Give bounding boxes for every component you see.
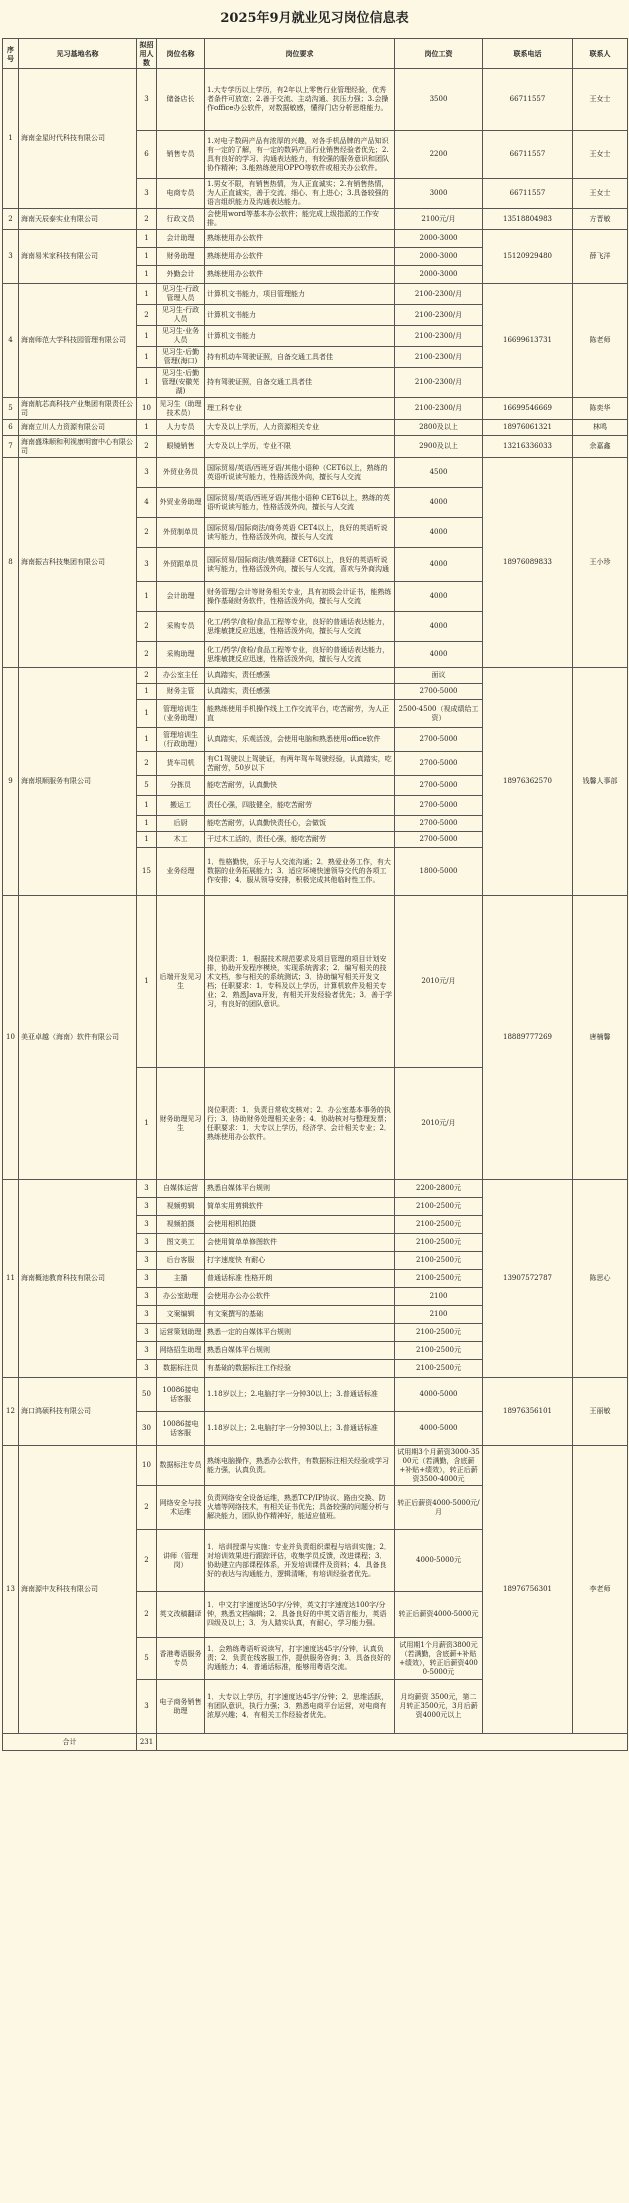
phone-cell: 16699613731 bbox=[483, 284, 573, 398]
table-row bbox=[3, 230, 628, 248]
count-cell: 2 bbox=[137, 1530, 157, 1592]
count-cell: 3 bbox=[137, 458, 157, 488]
requirements-cell: 能吃苦耐劳，认真勤快责任心，会做饭 bbox=[205, 816, 395, 832]
requirements-cell: 1．培训授课与实施：专业并负责组织课程与培训实施；2．对培训效果进行跟踪评估，收集学员反馈，改进课程；3．协助建立内部课程体系，开发培训课件及资料；4．具备良好的表达与沟通能力，逻辑清晰，有培训经验者优先。 bbox=[205, 1530, 395, 1592]
position-cell: 木工 bbox=[157, 832, 205, 848]
contact-cell: 王小珍 bbox=[573, 458, 628, 668]
count-cell: 3 bbox=[137, 179, 157, 209]
wage-cell: 2010元/月 bbox=[395, 896, 483, 1068]
phone-cell: 18976061321 bbox=[483, 420, 573, 436]
requirements-cell: 财务管理/会计等财务相关专业，具有初级会计证书，能熟练操作基础财务软件，性格活泼外向，擅长与人交流 bbox=[205, 582, 395, 612]
header-requirements: 岗位要求 bbox=[205, 39, 395, 69]
requirements-cell: 1.18岁以上；2.电脑打字一分钟30以上；3.普通话标准 bbox=[205, 1412, 395, 1446]
position-cell: 见习生-行政管理人员 bbox=[157, 284, 205, 305]
position-cell: 香港粤语服务专员 bbox=[157, 1638, 205, 1680]
table-row bbox=[3, 668, 628, 684]
company-cell: 海南天辰泰实业有限公司 bbox=[19, 209, 137, 230]
requirements-cell: 持有驾驶证照，自备交通工具者佳 bbox=[205, 368, 395, 398]
wage-cell: 2700-5000 bbox=[395, 796, 483, 816]
seq-cell: 2 bbox=[3, 209, 19, 230]
wage-cell: 3500 bbox=[395, 69, 483, 131]
page-title: 2025年9月就业见习岗位信息表 bbox=[220, 11, 409, 26]
header-wage: 岗位工资 bbox=[395, 39, 483, 69]
wage-cell: 2010元/月 bbox=[395, 1068, 483, 1180]
requirements-cell: 岗位职责：1．负责日常收支核对；2．办公室基本事务的执行；3．协助财务处理相关业务；4．协助核对与整理发票；任职要求：1．大专以上学历，经济学、会计相关专业；2．熟练使用办公软件。 bbox=[205, 1068, 395, 1180]
requirements-cell: 认真踏实，责任感强 bbox=[205, 684, 395, 700]
requirements-cell: 熟悉自媒体平台规则 bbox=[205, 1180, 395, 1198]
contact-cell: 方晋敏 bbox=[573, 209, 628, 230]
seq-cell: 6 bbox=[3, 420, 19, 436]
wage-cell: 2800及以上 bbox=[395, 420, 483, 436]
requirements-cell: 1．性格勤快，乐于与人交流沟通；2．熟爱业务工作，有大数据的业务拓展能力；3．适应环境快速领导交代的各项工作安排；4．服从领导安排，积极完成其他临时性工作。 bbox=[205, 848, 395, 896]
phone-cell: 16699546669 bbox=[483, 398, 573, 420]
company-cell: 海南振吉科技集团有限公司 bbox=[19, 458, 137, 668]
requirements-cell: 1．中文打字速度达50字/分钟，英文打字速度达100字/分钟，熟悉文档编辑；2．具备良好的中英文语言能力，英语四级及以上；3．为人踏实认真，有耐心，学习能力强。 bbox=[205, 1592, 395, 1638]
requirements-cell: 化工/药学/食检/食品工程等专业，良好的普通话表达能力，思维敏捷反应迅速，性格活泼外向，擅长与人交流 bbox=[205, 612, 395, 642]
position-cell: 数据标注专员 bbox=[157, 1446, 205, 1486]
position-cell: 办公室助理 bbox=[157, 1288, 205, 1306]
wage-cell: 2700-5000 bbox=[395, 816, 483, 832]
wage-cell: 2100-2300/月 bbox=[395, 398, 483, 420]
requirements-cell: 会使用word等基本办公软件；能完成上级指派的工作安排。 bbox=[205, 209, 395, 230]
count-cell: 1 bbox=[137, 368, 157, 398]
table-row bbox=[3, 1180, 628, 1198]
position-cell: 英文改稿翻译 bbox=[157, 1592, 205, 1638]
contact-cell: 钱馨人事部 bbox=[573, 668, 628, 896]
position-cell: 自媒体运营 bbox=[157, 1180, 205, 1198]
count-cell: 3 bbox=[137, 1180, 157, 1198]
requirements-cell: 认真踏实，乐观活泼，会使用电脑和熟悉使用office软件 bbox=[205, 728, 395, 752]
position-cell: 见习生-行政人员 bbox=[157, 305, 205, 326]
requirements-cell: 负责网络安全设备运维，熟悉TCP/IP协议、路由交换、防火墙等网络技术，有相关证书优先；具备较强的问题分析与解决能力，团队协作精神好，能适应值班。 bbox=[205, 1486, 395, 1530]
position-cell: 财务主管 bbox=[157, 684, 205, 700]
count-cell: 1 bbox=[137, 230, 157, 248]
count-cell: 10 bbox=[137, 398, 157, 420]
count-cell: 1 bbox=[137, 248, 157, 266]
total-row bbox=[3, 1734, 628, 1751]
count-cell: 3 bbox=[137, 1216, 157, 1234]
company-cell: 海南金星时代科技有限公司 bbox=[19, 69, 137, 209]
header-seq: 序号 bbox=[3, 39, 19, 69]
contact-cell: 陈思心 bbox=[573, 1180, 628, 1378]
header-contact: 联系人 bbox=[573, 39, 628, 69]
requirements-cell: 1.对电子数码产品有浓厚的兴趣，对各手机品牌的产品知识有一定的了解，有一定的数码产品行业销售经验者优先；2.具有良好的学习、沟通表达能力，有较强的服务意识和团队协作精神；3.能熟练使用OPPO等软件或相关办公软件。 bbox=[205, 131, 395, 179]
table-row bbox=[3, 420, 628, 436]
contact-cell: 唐楠馨 bbox=[573, 896, 628, 1180]
wage-cell: 2100元/月 bbox=[395, 209, 483, 230]
wage-cell: 转正后薪资4000-5000元 bbox=[395, 1592, 483, 1638]
table-row bbox=[3, 436, 628, 458]
wage-cell: 2900及以上 bbox=[395, 436, 483, 458]
count-cell: 3 bbox=[137, 1252, 157, 1270]
count-cell: 2 bbox=[137, 518, 157, 548]
requirements-cell: 熟练使用办公软件 bbox=[205, 230, 395, 248]
wage-cell: 2100-2300/月 bbox=[395, 368, 483, 398]
count-cell: 3 bbox=[137, 1680, 157, 1734]
wage-cell: 2100-2500元 bbox=[395, 1360, 483, 1378]
count-cell: 1 bbox=[137, 347, 157, 368]
wage-cell: 2100-2500元 bbox=[395, 1252, 483, 1270]
seq-cell: 10 bbox=[3, 896, 19, 1180]
company-cell: 海南源中友科技有限公司 bbox=[19, 1446, 137, 1734]
position-cell: 数据标注员 bbox=[157, 1360, 205, 1378]
position-cell: 财务助理 bbox=[157, 248, 205, 266]
table-row bbox=[3, 458, 628, 488]
requirements-cell: 理工科专业 bbox=[205, 398, 395, 420]
requirements-cell: 能熟练使用手机操作线上工作交流平台，吃苦耐劳，为人正直 bbox=[205, 700, 395, 728]
requirements-cell: 1．大专以上学历，打字速度达45字/分钟；2．思维活跃，有团队意识，执行力强；3．熟悉电商平台运营，对电商有浓厚兴趣；4．有相关工作经验者优先。 bbox=[205, 1680, 395, 1734]
wage-cell: 2100-2300/月 bbox=[395, 305, 483, 326]
position-cell: 业务经理 bbox=[157, 848, 205, 896]
requirements-cell: 1.男女不限，有销售热情，为人正直诚实；2.有销售热情，为人正直诚实，善于交流、细心、有上进心；3.具备较强的语言组织能力及沟通表达能力。 bbox=[205, 179, 395, 209]
count-cell: 2 bbox=[137, 1486, 157, 1530]
position-cell: 行政文员 bbox=[157, 209, 205, 230]
position-cell: 见习生-后勤管理(海口) bbox=[157, 347, 205, 368]
wage-cell: 2100-2300/月 bbox=[395, 284, 483, 305]
requirements-cell: 会使用办公办公软件 bbox=[205, 1288, 395, 1306]
position-cell: 管理培训生（行政助理） bbox=[157, 728, 205, 752]
requirements-cell: 1.18岁以上；2.电脑打字一分钟30以上；3.普通话标准 bbox=[205, 1378, 395, 1412]
position-cell: 会计助理 bbox=[157, 230, 205, 248]
total-spacer bbox=[157, 1734, 628, 1751]
position-cell: 文案编辑 bbox=[157, 1306, 205, 1324]
wage-cell: 3000 bbox=[395, 179, 483, 209]
phone-cell: 13518804983 bbox=[483, 209, 573, 230]
phone-cell: 18976089833 bbox=[483, 458, 573, 668]
count-cell: 3 bbox=[137, 1306, 157, 1324]
count-cell: 2 bbox=[137, 1592, 157, 1638]
company-cell: 美亚卓越（海南）软件有限公司 bbox=[19, 896, 137, 1180]
wage-cell: 2000-3000 bbox=[395, 230, 483, 248]
position-cell: 储备店长 bbox=[157, 69, 205, 131]
company-cell: 海南易米家科技有限公司 bbox=[19, 230, 137, 284]
internship-table bbox=[2, 38, 628, 1751]
phone-cell: 18976362570 bbox=[483, 668, 573, 896]
wage-cell: 2100-2300/月 bbox=[395, 326, 483, 347]
seq-cell: 9 bbox=[3, 668, 19, 896]
header-row bbox=[3, 39, 628, 69]
count-cell: 3 bbox=[137, 1270, 157, 1288]
seq-cell: 5 bbox=[3, 398, 19, 420]
wage-cell: 试用期3个月薪资3000-3500元（若满勤，含底薪+补贴+绩效），转正后薪资3500-4000元 bbox=[395, 1446, 483, 1486]
position-cell: 视频拍摄 bbox=[157, 1216, 205, 1234]
contact-cell: 李老师 bbox=[573, 1446, 628, 1734]
requirements-cell: 国际贸易/国际商法/俄英翻译 CET6以上，良好的英语听说读写能力，性格活泼外向，擅长与人交流，喜欢与外商沟通 bbox=[205, 548, 395, 582]
position-cell: 后端开发见习生 bbox=[157, 896, 205, 1068]
position-cell: 财务助理见习生 bbox=[157, 1068, 205, 1180]
wage-cell: 2100 bbox=[395, 1288, 483, 1306]
seq-cell: 7 bbox=[3, 436, 19, 458]
header-position: 岗位名称 bbox=[157, 39, 205, 69]
count-cell: 3 bbox=[137, 548, 157, 582]
position-cell: 讲师（管理岗） bbox=[157, 1530, 205, 1592]
count-cell: 2 bbox=[137, 752, 157, 776]
phone-cell: 15120929480 bbox=[483, 230, 573, 284]
requirements-cell: 国际贸易/英语/西班牙语/其他小语种（CET6以上，熟练的英语听说读写能力，性格活泼外向，擅长与人交流 bbox=[205, 458, 395, 488]
count-cell: 6 bbox=[137, 131, 157, 179]
wage-cell: 转正后薪资4000-5000元/月 bbox=[395, 1486, 483, 1530]
position-cell: 10086接电话客服 bbox=[157, 1412, 205, 1446]
phone-cell: 13216336033 bbox=[483, 436, 573, 458]
position-cell: 外贸跟单员 bbox=[157, 548, 205, 582]
position-cell: 视频剪辑 bbox=[157, 1198, 205, 1216]
seq-cell: 13 bbox=[3, 1446, 19, 1734]
count-cell: 2 bbox=[137, 305, 157, 326]
requirements-cell: 化工/药学/食检/食品工程等专业，良好的普通话表达能力，思维敏捷反应迅速，性格活泼外向，擅长与人交流 bbox=[205, 642, 395, 668]
count-cell: 30 bbox=[137, 1412, 157, 1446]
requirements-cell: 有文案撰写的基础 bbox=[205, 1306, 395, 1324]
table-row bbox=[3, 209, 628, 230]
count-cell: 1 bbox=[137, 1068, 157, 1180]
requirements-cell: 1.大专学历以上学历，有2年以上零售行业管理经验，优秀者条件可放宽；2.善于交流、主动沟通、抗压力强；3.会操作office办公软件，对数据敏感，懂得门店分析思维能力。 bbox=[205, 69, 395, 131]
count-cell: 1 bbox=[137, 896, 157, 1068]
header-company: 见习基地名称 bbox=[19, 39, 137, 69]
wage-cell: 2000-3000 bbox=[395, 266, 483, 284]
position-cell: 搬运工 bbox=[157, 796, 205, 816]
total-count: 231 bbox=[137, 1734, 157, 1751]
wage-cell: 4500 bbox=[395, 458, 483, 488]
phone-cell: 66711557 bbox=[483, 69, 573, 131]
position-cell: 外贸业务助理 bbox=[157, 488, 205, 518]
contact-cell: 王丽敏 bbox=[573, 1378, 628, 1446]
count-cell: 4 bbox=[137, 488, 157, 518]
position-cell: 网络招生助理 bbox=[157, 1342, 205, 1360]
count-cell: 5 bbox=[137, 776, 157, 796]
position-cell: 销售专员 bbox=[157, 131, 205, 179]
requirements-cell: 会使用简单单修图软件 bbox=[205, 1234, 395, 1252]
wage-cell: 2700-5000 bbox=[395, 728, 483, 752]
requirements-cell: 普通话标准 性格开朗 bbox=[205, 1270, 395, 1288]
count-cell: 2 bbox=[137, 436, 157, 458]
wage-cell: 4000 bbox=[395, 612, 483, 642]
requirements-cell: 能吃苦耐劳，认真勤快 bbox=[205, 776, 395, 796]
requirements-cell: 大专及以上学历，人力资源相关专业 bbox=[205, 420, 395, 436]
count-cell: 1 bbox=[137, 266, 157, 284]
contact-cell: 余嘉鑫 bbox=[573, 436, 628, 458]
phone-cell: 13907572787 bbox=[483, 1180, 573, 1378]
requirements-cell: 大专及以上学历，专业不限 bbox=[205, 436, 395, 458]
count-cell: 15 bbox=[137, 848, 157, 896]
requirements-cell: 会使用相机拍摄 bbox=[205, 1216, 395, 1234]
count-cell: 1 bbox=[137, 832, 157, 848]
count-cell: 2 bbox=[137, 642, 157, 668]
wage-cell: 4000 bbox=[395, 642, 483, 668]
position-cell: 运营策划助理 bbox=[157, 1324, 205, 1342]
requirements-cell: 熟悉一定的自媒体平台规则 bbox=[205, 1324, 395, 1342]
count-cell: 1 bbox=[137, 420, 157, 436]
requirements-cell: 有基础的数据标注工作经验 bbox=[205, 1360, 395, 1378]
wage-cell: 2700-5000 bbox=[395, 832, 483, 848]
seq-cell: 11 bbox=[3, 1180, 19, 1378]
requirements-cell: 持有机动车驾驶证照，自备交通工具者佳 bbox=[205, 347, 395, 368]
contact-cell: 林鸣 bbox=[573, 420, 628, 436]
count-cell: 1 bbox=[137, 816, 157, 832]
requirements-cell: 计算机文书能力 bbox=[205, 305, 395, 326]
wage-cell: 2100-2500元 bbox=[395, 1234, 483, 1252]
requirements-cell: 国际贸易/国际商法/商务英语 CET4以上，良好的英语听说读写能力，性格活泼外向，擅长与人交流 bbox=[205, 518, 395, 548]
position-cell: 货车司机 bbox=[157, 752, 205, 776]
position-cell: 见习生（助理技术员） bbox=[157, 398, 205, 420]
company-cell: 海南航芯高科技产业集团有限责任公司 bbox=[19, 398, 137, 420]
position-cell: 分拣员 bbox=[157, 776, 205, 796]
requirements-cell: 简单实用剪辑软件 bbox=[205, 1198, 395, 1216]
position-cell: 眼镜销售 bbox=[157, 436, 205, 458]
company-cell: 海南师范大学科技园管理有限公司 bbox=[19, 284, 137, 398]
wage-cell: 2700-5000 bbox=[395, 776, 483, 796]
contact-cell: 王女士 bbox=[573, 131, 628, 179]
requirements-cell: 1．会熟练粤语听说读写，打字速度达45字/分钟，认真负责；2．负责在线客服工作，提供服务咨询；3．具备良好的沟通能力；4．普通话标准，能够用粤语交流。 bbox=[205, 1638, 395, 1680]
wage-cell: 2100-2500元 bbox=[395, 1198, 483, 1216]
wage-cell: 2000-3000 bbox=[395, 248, 483, 266]
count-cell: 3 bbox=[137, 1288, 157, 1306]
table-row bbox=[3, 69, 628, 131]
table-row bbox=[3, 398, 628, 420]
position-cell: 外勤会计 bbox=[157, 266, 205, 284]
count-cell: 2 bbox=[137, 668, 157, 684]
count-cell: 5 bbox=[137, 1638, 157, 1680]
wage-cell: 1800-5000 bbox=[395, 848, 483, 896]
company-cell: 海南立川人力资源有限公司 bbox=[19, 420, 137, 436]
count-cell: 1 bbox=[137, 684, 157, 700]
requirements-cell: 计算机文书能力，项目管理能力 bbox=[205, 284, 395, 305]
position-cell: 主播 bbox=[157, 1270, 205, 1288]
wage-cell: 2100-2500元 bbox=[395, 1324, 483, 1342]
requirements-cell: 熟练电脑操作，熟悉办公软件，有数据标注相关经验或学习能力强，认真负责。 bbox=[205, 1446, 395, 1486]
position-cell: 见习生-后勤管理(安徽芜湖) bbox=[157, 368, 205, 398]
table-row bbox=[3, 896, 628, 1068]
wage-cell: 2200-2800元 bbox=[395, 1180, 483, 1198]
phone-cell: 18976756301 bbox=[483, 1446, 573, 1734]
count-cell: 3 bbox=[137, 1360, 157, 1378]
header-count: 拟招用人数 bbox=[137, 39, 157, 69]
count-cell: 2 bbox=[137, 612, 157, 642]
count-cell: 1 bbox=[137, 700, 157, 728]
contact-cell: 陈奕华 bbox=[573, 398, 628, 420]
phone-cell: 66711557 bbox=[483, 131, 573, 179]
contact-cell: 王女士 bbox=[573, 69, 628, 131]
position-cell: 网络安全与技术运维 bbox=[157, 1486, 205, 1530]
company-cell: 海口鸿硕科技有限公司 bbox=[19, 1378, 137, 1446]
count-cell: 1 bbox=[137, 326, 157, 347]
count-cell: 3 bbox=[137, 1342, 157, 1360]
requirements-cell: 干过木工活的，责任心强，能吃苦耐劳 bbox=[205, 832, 395, 848]
header-phone: 联系电话 bbox=[483, 39, 573, 69]
requirements-cell: 打字速度快 有耐心 bbox=[205, 1252, 395, 1270]
wage-cell: 2100 bbox=[395, 1306, 483, 1324]
wage-cell: 4000 bbox=[395, 548, 483, 582]
table-body bbox=[3, 69, 628, 1734]
phone-cell: 18976356101 bbox=[483, 1378, 573, 1446]
requirements-cell: 岗位职责：1．根据技术规范要求及项目管理的项目计划安排，协助开发程序模块，实现系统需求；2．编写相关的技术文档，参与相关的系统测试；3．协助编写相关开发文档；任职要求：1．专科及以上学历，计算机软件及相关专业；2．熟悉Java开发，有相关开发经验者优先；3．善于学习，有良好的团队意识。 bbox=[205, 896, 395, 1068]
position-cell: 管理培训生（业务助理） bbox=[157, 700, 205, 728]
count-cell: 50 bbox=[137, 1378, 157, 1412]
position-cell: 采购助理 bbox=[157, 642, 205, 668]
wage-cell: 4000-5000元 bbox=[395, 1530, 483, 1592]
contact-cell: 陈老师 bbox=[573, 284, 628, 398]
company-cell: 海南盛珠顺和利视康明窗中心有限公司 bbox=[19, 436, 137, 458]
contact-cell: 王女士 bbox=[573, 179, 628, 209]
position-cell: 电子商务销售助理 bbox=[157, 1680, 205, 1734]
phone-cell: 18889777269 bbox=[483, 896, 573, 1180]
position-cell: 后台客服 bbox=[157, 1252, 205, 1270]
position-cell: 采购专员 bbox=[157, 612, 205, 642]
company-cell: 海南概池教育科技有限公司 bbox=[19, 1180, 137, 1378]
count-cell: 3 bbox=[137, 1234, 157, 1252]
position-cell: 见习生-业务人员 bbox=[157, 326, 205, 347]
count-cell: 3 bbox=[137, 69, 157, 131]
count-cell: 2 bbox=[137, 209, 157, 230]
count-cell: 3 bbox=[137, 1198, 157, 1216]
wage-cell: 面议 bbox=[395, 668, 483, 684]
contact-cell: 薛飞洋 bbox=[573, 230, 628, 284]
wage-cell: 4000 bbox=[395, 518, 483, 548]
requirements-cell: 国际贸易/英语/西班牙语/其他小语种 CET6以上，熟练的英语听说读写能力，性格活泼外向，擅长与人交流 bbox=[205, 488, 395, 518]
count-cell: 1 bbox=[137, 728, 157, 752]
seq-cell: 4 bbox=[3, 284, 19, 398]
wage-cell: 2100-2500元 bbox=[395, 1270, 483, 1288]
wage-cell: 2700-5000 bbox=[395, 752, 483, 776]
position-cell: 图文美工 bbox=[157, 1234, 205, 1252]
count-cell: 3 bbox=[137, 1324, 157, 1342]
position-cell: 后厨 bbox=[157, 816, 205, 832]
requirements-cell: 熟练使用办公软件 bbox=[205, 266, 395, 284]
position-cell: 电商专员 bbox=[157, 179, 205, 209]
wage-cell: 月均薪资 3500元，第二月转正3500元，3月后薪资4000元以上 bbox=[395, 1680, 483, 1734]
seq-cell: 8 bbox=[3, 458, 19, 668]
requirements-cell: 责任心强，四肢健全，能吃苦耐劳 bbox=[205, 796, 395, 816]
table-row bbox=[3, 1446, 628, 1486]
position-cell: 人力专员 bbox=[157, 420, 205, 436]
requirements-cell: 熟悉自媒体平台规则 bbox=[205, 1342, 395, 1360]
table-row bbox=[3, 284, 628, 305]
count-cell: 1 bbox=[137, 796, 157, 816]
position-cell: 10086接电话客服 bbox=[157, 1378, 205, 1412]
phone-cell: 66711557 bbox=[483, 179, 573, 209]
requirements-cell: 认真踏实，责任感强 bbox=[205, 668, 395, 684]
wage-cell: 2700-5000 bbox=[395, 684, 483, 700]
count-cell: 1 bbox=[137, 284, 157, 305]
position-cell: 办公室主任 bbox=[157, 668, 205, 684]
position-cell: 外贸制单员 bbox=[157, 518, 205, 548]
wage-cell: 4000 bbox=[395, 488, 483, 518]
seq-cell: 3 bbox=[3, 230, 19, 284]
total-label: 合计 bbox=[3, 1734, 137, 1751]
seq-cell: 12 bbox=[3, 1378, 19, 1446]
wage-cell: 2100-2500元 bbox=[395, 1342, 483, 1360]
count-cell: 10 bbox=[137, 1446, 157, 1486]
position-cell: 会计助理 bbox=[157, 582, 205, 612]
requirements-cell: 计算机文书能力 bbox=[205, 326, 395, 347]
company-cell: 海南垠顺服务有限公司 bbox=[19, 668, 137, 896]
count-cell: 1 bbox=[137, 582, 157, 612]
position-cell: 外贸业务员 bbox=[157, 458, 205, 488]
wage-cell: 2100-2500元 bbox=[395, 1216, 483, 1234]
wage-cell: 4000-5000 bbox=[395, 1412, 483, 1446]
wage-cell: 试用期1个月薪资3800元（若满勤，含底薪+补贴+绩效），转正后薪资4000-5000元 bbox=[395, 1638, 483, 1680]
wage-cell: 2500-4500（视成绩给工资） bbox=[395, 700, 483, 728]
wage-cell: 2200 bbox=[395, 131, 483, 179]
requirements-cell: 有C1驾驶以上驾驶证，有两年驾车驾驶经验，认真踏实，吃苦耐劳，50岁以下 bbox=[205, 752, 395, 776]
requirements-cell: 熟练使用办公软件 bbox=[205, 248, 395, 266]
table-row bbox=[3, 1378, 628, 1412]
wage-cell: 4000 bbox=[395, 582, 483, 612]
wage-cell: 2100-2300/月 bbox=[395, 347, 483, 368]
seq-cell: 1 bbox=[3, 69, 19, 209]
wage-cell: 4000-5000 bbox=[395, 1378, 483, 1412]
